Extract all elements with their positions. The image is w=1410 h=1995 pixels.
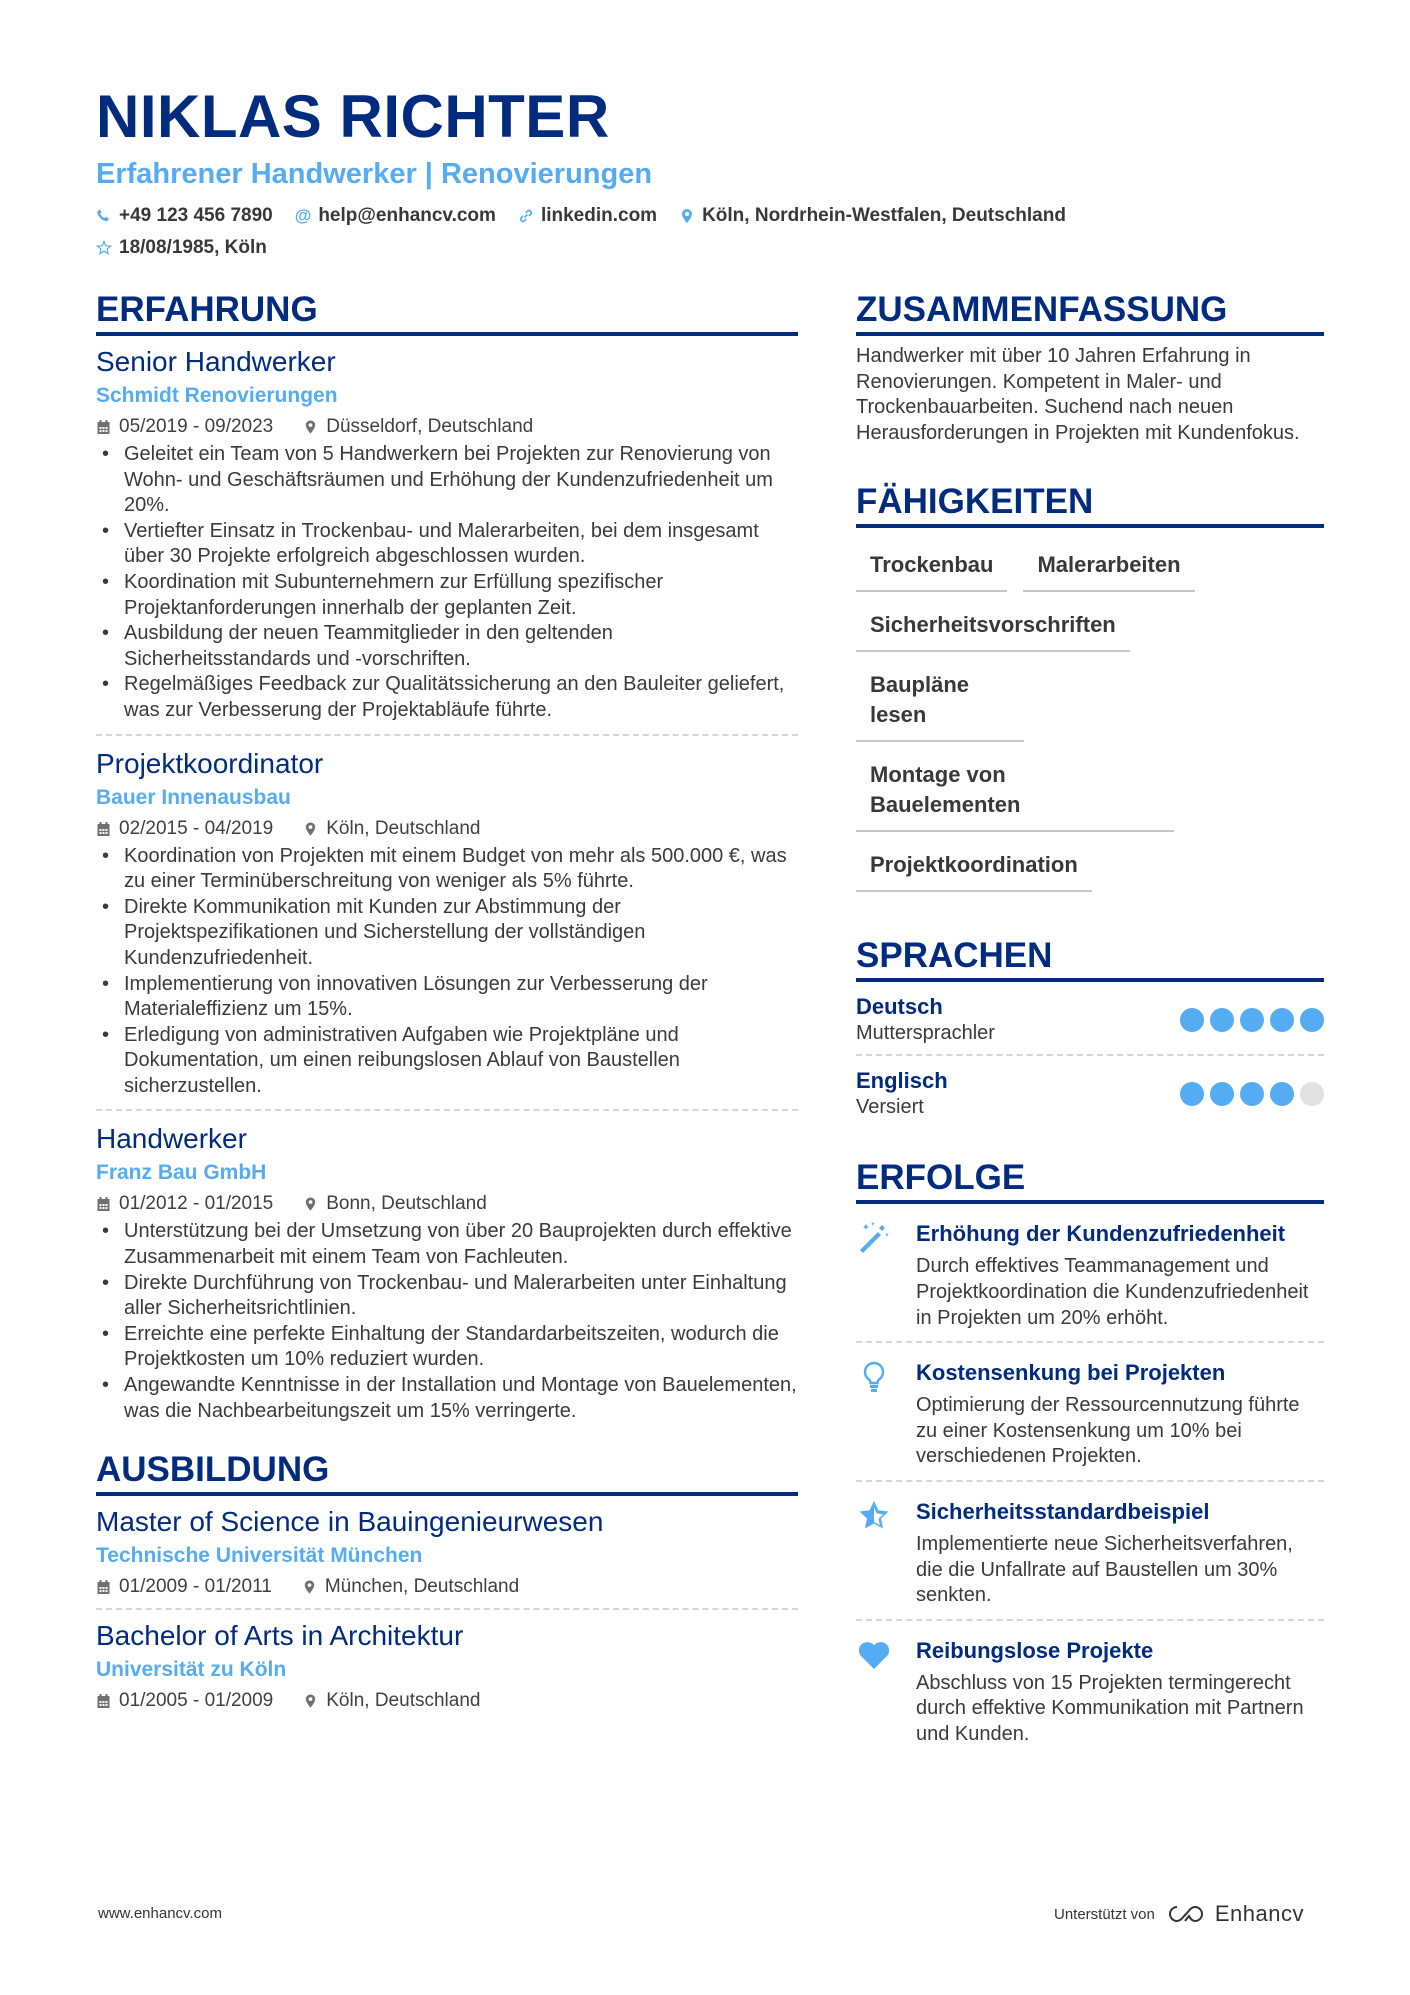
at-icon: @ — [294, 206, 312, 225]
left-column — [96, 290, 798, 1730]
link-icon — [518, 208, 534, 224]
enhancv-logo-icon — [1165, 1903, 1209, 1925]
location-icon — [303, 419, 318, 435]
job-title: Projektkoordinator — [96, 747, 324, 779]
language-rating — [1180, 1082, 1324, 1106]
language-name: Englisch — [856, 1068, 948, 1094]
bullet-item: • Koordination mit Subunternehmern zur Erfüllung spezifischer Projektanforderungen innerhalb der geplanten Zeit. — [96, 570, 798, 621]
skills-section — [856, 482, 1324, 896]
experience-section — [96, 290, 798, 1434]
footer-brand — [1054, 1901, 1304, 1927]
magic-wand-icon — [856, 1218, 916, 1331]
skill-tag: Baupläne lesen — [856, 656, 1024, 742]
education-location: Köln, Deutschland — [326, 1690, 481, 1712]
job-bullets — [96, 1219, 798, 1424]
bullet-item: • Geleitet ein Team von 5 Handwerkern bei Projekten zur Renovierung von Wohn- und Geschäftsräumen und Erhöhung der Kundenzufriedenheit um 20%. — [96, 442, 798, 519]
bullet-item: • Angewandte Kenntnisse in der Installation und Montage von Bauelementen, was die Nachbearbeitungszeit um 15% verringerte. — [96, 1373, 798, 1424]
contact-list — [96, 204, 1246, 260]
degree-title: Master of Science in Bauingenieurwesen — [96, 1506, 604, 1538]
powered-by-text: Unterstützt von — [1053, 1905, 1155, 1923]
language-item — [856, 1064, 1324, 1128]
calendar-icon — [96, 1579, 111, 1595]
education-meta — [96, 1686, 798, 1716]
job-title: Handwerker — [96, 1123, 247, 1155]
bullet-item: • Unterstützung bei der Umsetzung von über 20 Bauprojekten durch effektive Zusammenarbeit mit einem Team von Fachleuten. — [96, 1219, 798, 1270]
skill-tag: Sicherheitsvorschriften — [856, 596, 1130, 652]
job-meta — [96, 412, 798, 442]
contact-linkedin[interactable] — [518, 204, 657, 228]
job-location: Düsseldorf, Deutschland — [326, 416, 534, 437]
rating-dot-filled — [1210, 1082, 1234, 1106]
bullet-item: • Implementierung von innovativen Lösungen zur Verbesserung der Materialeffizienz um 15%. — [96, 972, 798, 1023]
right-column — [856, 290, 1324, 1766]
phone-icon — [96, 208, 112, 224]
job-bullets — [96, 442, 798, 724]
achievement-desc: Abschluss von 15 Projekten termingerecht durch effektive Kommunikation mit Partnern und Kunden. — [916, 1671, 1304, 1745]
language-name: Deutsch — [856, 994, 943, 1020]
email-text[interactable]: help@enhancv.com — [318, 205, 496, 226]
school-name: Technische Universität München — [96, 1544, 423, 1568]
calendar-icon — [96, 1196, 111, 1212]
rating-dot-filled — [1270, 1008, 1294, 1032]
job-location: Bonn, Deutschland — [326, 1193, 487, 1215]
rating-dot-empty — [1300, 1082, 1324, 1106]
job-entry — [96, 1121, 798, 1434]
calendar-icon — [96, 1693, 111, 1709]
job-bullets — [96, 844, 798, 1100]
job-meta — [96, 1189, 798, 1219]
footer — [0, 1901, 1410, 1935]
education-entry — [96, 1618, 798, 1722]
bullet-item: • Direkte Durchführung von Trockenbau- und Malerarbeiten unter Einhaltung aller Sicherheitsrichtlinien. — [96, 1271, 798, 1322]
summary-text: Handwerker mit über 10 Jahren Erfahrung in Renovierungen. Kompetent in Maler- und Trockenbauarbeiten. Suchend nach neuen Herausforderungen in Projekten mit Kundenfokus. — [856, 345, 1300, 444]
achievement-desc: Implementierte neue Sicherheitsverfahren, die die Unfallrate auf Baustellen um 30% senkten. — [916, 1532, 1293, 1607]
job-meta — [96, 814, 798, 844]
achievement-title: Kostensenkung bei Projekten — [916, 1360, 1226, 1386]
calendar-icon — [96, 821, 111, 837]
job-entry — [96, 344, 798, 736]
language-item — [856, 990, 1324, 1056]
rating-dot-filled — [1270, 1082, 1294, 1106]
languages-heading: SPRACHEN — [856, 936, 1324, 982]
enhancv-brand-text: Enhancv — [1214, 1901, 1304, 1926]
languages-section — [856, 936, 1324, 1128]
candidate-name: NIKLAS RICHTER — [96, 83, 610, 150]
education-dates: 01/2009 - 01/2011 — [119, 1576, 272, 1598]
language-level: Versiert — [856, 1096, 924, 1119]
achievement-title: Erhöhung der Kundenzufriedenheit — [916, 1221, 1286, 1247]
education-entry — [96, 1504, 798, 1610]
rating-dot-filled — [1240, 1082, 1264, 1106]
contact-birth — [96, 236, 267, 260]
rating-dot-filled — [1210, 1008, 1234, 1032]
bullet-item: • Regelmäßiges Feedback zur Qualitätssicherung an den Bauleiter geliefert, was zur Verbesserung der Projektabläufe führte. — [96, 672, 798, 723]
experience-heading: ERFAHRUNG — [96, 290, 798, 336]
star-half-icon — [856, 1496, 916, 1609]
skill-tag: Trockenbau — [856, 536, 1007, 592]
location-text: Köln, Nordrhein-Westfalen, Deutschland — [702, 205, 1066, 226]
location-icon — [303, 821, 318, 837]
language-rating — [1180, 1008, 1324, 1032]
school-name: Universität zu Köln — [96, 1658, 287, 1682]
job-dates: 01/2012 - 01/2015 — [119, 1193, 274, 1215]
skill-tag: Malerarbeiten — [1023, 536, 1194, 592]
job-company: Bauer Innenausbau — [96, 785, 291, 809]
birth-text: 18/08/1985, Köln — [119, 237, 267, 258]
achievement-title: Sicherheitsstandardbeispiel — [916, 1498, 1210, 1524]
skill-tag: Montage von Bauelementen — [856, 746, 1174, 832]
summary-heading: ZUSAMMENFASSUNG — [856, 290, 1324, 336]
bullet-item: • Ausbildung der neuen Teammitglieder in den geltenden Sicherheitsstandards und -vorschriften. — [96, 621, 798, 672]
footer-url[interactable]: www.enhancv.com — [98, 1905, 222, 1922]
job-entry — [96, 746, 798, 1112]
linkedin-text[interactable]: linkedin.com — [540, 205, 658, 226]
contact-phone — [96, 204, 273, 228]
achievement-desc: Durch effektives Teammanagement und Projektkoordination die Kundenzufriedenheit in Projekten um 20% erhöht. — [916, 1255, 1309, 1329]
rating-dot-filled — [1240, 1008, 1264, 1032]
bullet-item: • Erreichte eine perfekte Einhaltung der Standardarbeitszeiten, wodurch die Projektkosten um 10% reduziert wurden. — [96, 1322, 798, 1373]
resume-header — [96, 82, 1326, 260]
achievement-title: Reibungslose Projekte — [916, 1637, 1154, 1663]
candidate-title: Erfahrener Handwerker | Renovierungen — [96, 158, 653, 190]
job-company: Franz Bau GmbH — [96, 1161, 267, 1185]
degree-title: Bachelor of Arts in Architektur — [96, 1620, 464, 1652]
summary-section — [856, 290, 1324, 446]
contact-email[interactable] — [295, 204, 496, 228]
achievements-heading: ERFOLGE — [856, 1158, 1324, 1204]
rating-dot-filled — [1300, 1008, 1324, 1032]
achievement-item — [856, 1351, 1324, 1482]
achievement-desc: Optimierung der Ressourcennutzung führte zu einer Kostensenkung um 10% bei verschiedenen Projekten. — [916, 1394, 1300, 1468]
star-icon — [96, 240, 112, 256]
calendar-icon — [96, 419, 111, 435]
location-icon — [679, 208, 695, 224]
location-icon — [302, 1579, 317, 1595]
education-location: München, Deutschland — [324, 1576, 520, 1598]
bullet-item: • Koordination von Projekten mit einem Budget von mehr als 500.000 €, was zu einer Terminüberschreitung von weniger als 5% führte. — [96, 844, 798, 895]
bullet-item: • Erledigung von administrativen Aufgaben wie Projektpläne und Dokumentation, um einen reibungslosen Ablauf von Baustellen sicherzustellen. — [96, 1023, 798, 1100]
education-meta — [96, 1572, 798, 1602]
location-icon — [303, 1693, 318, 1709]
achievements-section — [856, 1158, 1324, 1757]
job-dates: 02/2015 - 04/2019 — [119, 817, 274, 839]
education-heading: AUSBILDUNG — [96, 1450, 798, 1496]
rating-dot-filled — [1180, 1008, 1204, 1032]
education-section — [96, 1450, 798, 1722]
education-dates: 01/2005 - 01/2009 — [119, 1690, 274, 1712]
job-title: Senior Handwerker — [96, 346, 336, 377]
rating-dot-filled — [1180, 1082, 1204, 1106]
language-level: Muttersprachler — [856, 1022, 995, 1045]
job-dates: 05/2019 - 09/2023 — [119, 416, 274, 437]
heart-icon — [856, 1635, 916, 1748]
achievement-item — [856, 1629, 1324, 1758]
achievement-item — [856, 1490, 1324, 1621]
skills-heading: FÄHIGKEITEN — [856, 482, 1324, 528]
job-company: Schmidt Renovierungen — [96, 384, 338, 407]
contact-location — [679, 204, 1066, 228]
bullet-item: • Vertiefter Einsatz in Trockenbau- und Malerarbeiten, bei dem insgesamt über 30 Projekte erfolgreich abgeschlossen wurden. — [96, 519, 798, 570]
bullet-item: • Direkte Kommunikation mit Kunden zur Abstimmung der Projektspezifikationen und Sicherstellung der vollständigen Kundenzufriedenheit. — [96, 895, 798, 972]
skill-tag: Projektkoordination — [856, 836, 1092, 892]
lightbulb-icon — [856, 1357, 916, 1470]
skills-list — [856, 536, 1324, 896]
phone-text: +49 123 456 7890 — [119, 205, 273, 226]
achievement-item — [856, 1212, 1324, 1343]
location-icon — [303, 1196, 318, 1212]
job-location: Köln, Deutschland — [326, 817, 481, 839]
